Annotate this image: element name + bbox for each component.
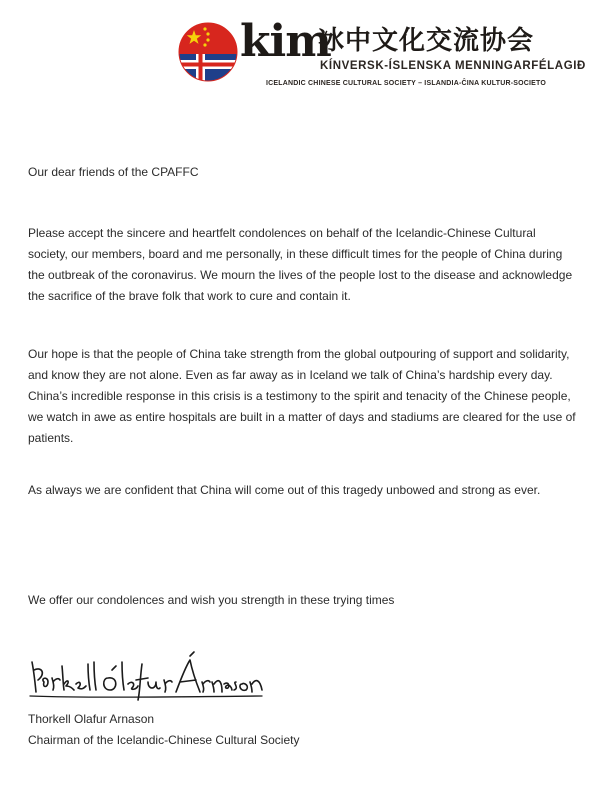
society-name-icelandic: KÍNVERSK-ÍSLENSKA MENNINGARFÉLAGIÐ — [320, 60, 586, 72]
letter-paragraph: As always we are confident that China will come out of this tragedy unbowed and strong as ever. — [28, 483, 541, 497]
letterhead — [178, 16, 588, 87]
china-iceland-flag-emblem-icon — [178, 22, 238, 82]
signatory-name: Thorkell Olafur Arnason — [28, 712, 155, 726]
brand-mark: kim — [240, 16, 331, 67]
handwritten-signature — [26, 648, 266, 704]
society-name-chinese: 冰中文化交流协会 — [318, 26, 535, 56]
letter-paragraph: Please accept the sincere and heartfelt condolences on behalf of the Icelandic-Chinese Cultural society, our members, board and me personally, in these difficult times for the people of China during the outbreak of the coronavirus. We mourn the lives of the people lost to the disease and acknowledge the sacrifice of the brave folk that work to cure and contain it. — [28, 226, 573, 303]
letter-closing: We offer our condolences and wish you strength in these trying times — [28, 593, 395, 607]
letter-greeting: Our dear friends of the CPAFFC — [28, 165, 199, 179]
society-name-english: ICELANDIC CHINESE CULTURAL SOCIETY – ISLANDIA-ĈINA KULTUR-SOCIETO — [266, 80, 547, 87]
letter-paragraph: Our hope is that the people of China take strength from the global outpouring of support and solidarity, and know they are not alone. Even as far away as in Iceland we talk of China’s hardship every day. China’s incredible response in this crisis is a testimony to the spirit and tenacity of the Chinese people, we watch in awe as entire hospitals are built in a matter of days and stadiums are cleared for the use of patients. — [28, 347, 576, 445]
signatory-title: Chairman of the Icelandic-Chinese Cultural Society — [28, 733, 300, 747]
